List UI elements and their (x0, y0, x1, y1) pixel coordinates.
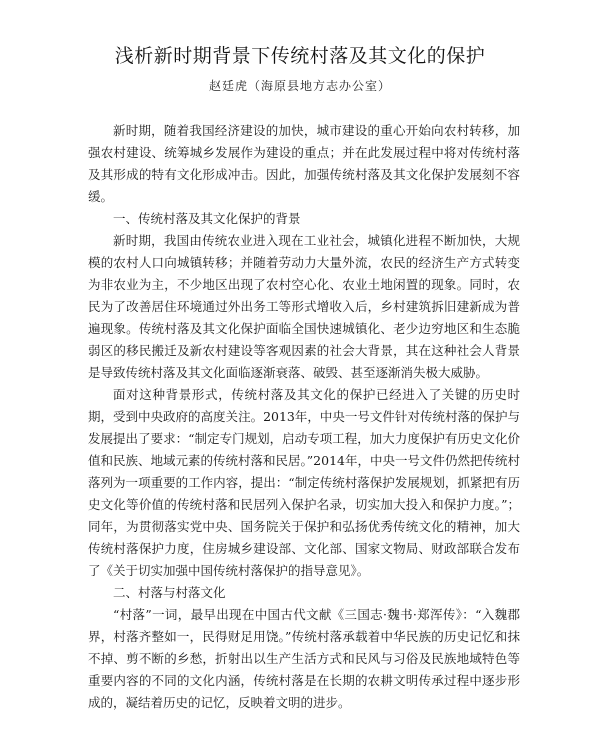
background-paragraph-2: 面对这种背景形式，传统村落及其文化的保护已经进入了关键的历史时期，受到中央政府的高度关注。2013年，中央一号文件针对传统村落的保护与发展提出了要求：“制定专门规划，启动专项工程，加大力度保护有历史文化价值和民族、地域元素的传统村落和民居。”2014年，中央一号文件仍然把传统村落列为一项重要的工作内容，提出：“制定传统村落保护发展规划，抓紧把有历史文化等价值的传统村落和民居列入保护名录，切实加大投入和保护力度。”；同年，为贯彻落实党中央、国务院关于保护和弘扬优秀传统文化的精神，加大传统村落保护力度，住房城乡建设部、文化部、国家文物局、财政部联合发布了《关于切实加强中国传统村落保护的指导意见》。 (88, 387, 520, 578)
background-paragraph-1: 新时期，我国由传统农业进入现在工业社会，城镇化进程不断加快，大规模的农村人口向城镇转移；并随着劳动力大量外流，农民的经济生产方式转变为非农业为主，不少地区出现了农村空心化、农业土地闲置的现象。同时，农民为了改善居住环境通过外出务工等形式增收入后，乡村建筑拆旧建新成为普遍现象。传统村落及其文化保护面临全国快速城镇化、老少边穷地区和生态脆弱区的移民搬迁及新农村建设等客观因素的社会大背景，其在这种社会人背景是导致传统村落及其文化面临逐渐衰落、破毁、甚至逐渐消失极大威胁。 (88, 233, 520, 380)
section-heading-1: 一、传统村落及其文化保护的背景 (113, 211, 301, 226)
village-paragraph-1: “村落”一词，最早出现在中国古代文献《三国志·魏书·郑浑传》：“入魏郡界，村落齐整如一，民得财足用饶。”传统村落承载着中华民族的历史记忆和抹不掉、剪不断的乡愁，折射出以生产生活方式和民风与习俗及民族地域特色等重要内容的不同的文化内涵，传统村落是在长期的农耕文明传承过程中逐步形成的，凝结着历史的记忆，反映着文明的进步。 (88, 607, 520, 710)
intro-paragraph: 新时期，随着我国经济建设的加快，城市建设的重心开始向农村转移，加强农村建设、统筹城乡发展作为建设的重点；并在此发展过程中将对传统村落及其形成的特有文化形成冲击。因此，加强传统村落及其文化保护发展刻不容缓。 (88, 123, 520, 204)
article-title: 浅析新时期背景下传统村落及其文化的保护 (114, 45, 486, 67)
article-author: 赵廷虎（海原县地方志办公室） (208, 79, 391, 93)
article-body (88, 120, 520, 714)
section-heading-2: 二、村落与村落文化 (113, 585, 226, 600)
